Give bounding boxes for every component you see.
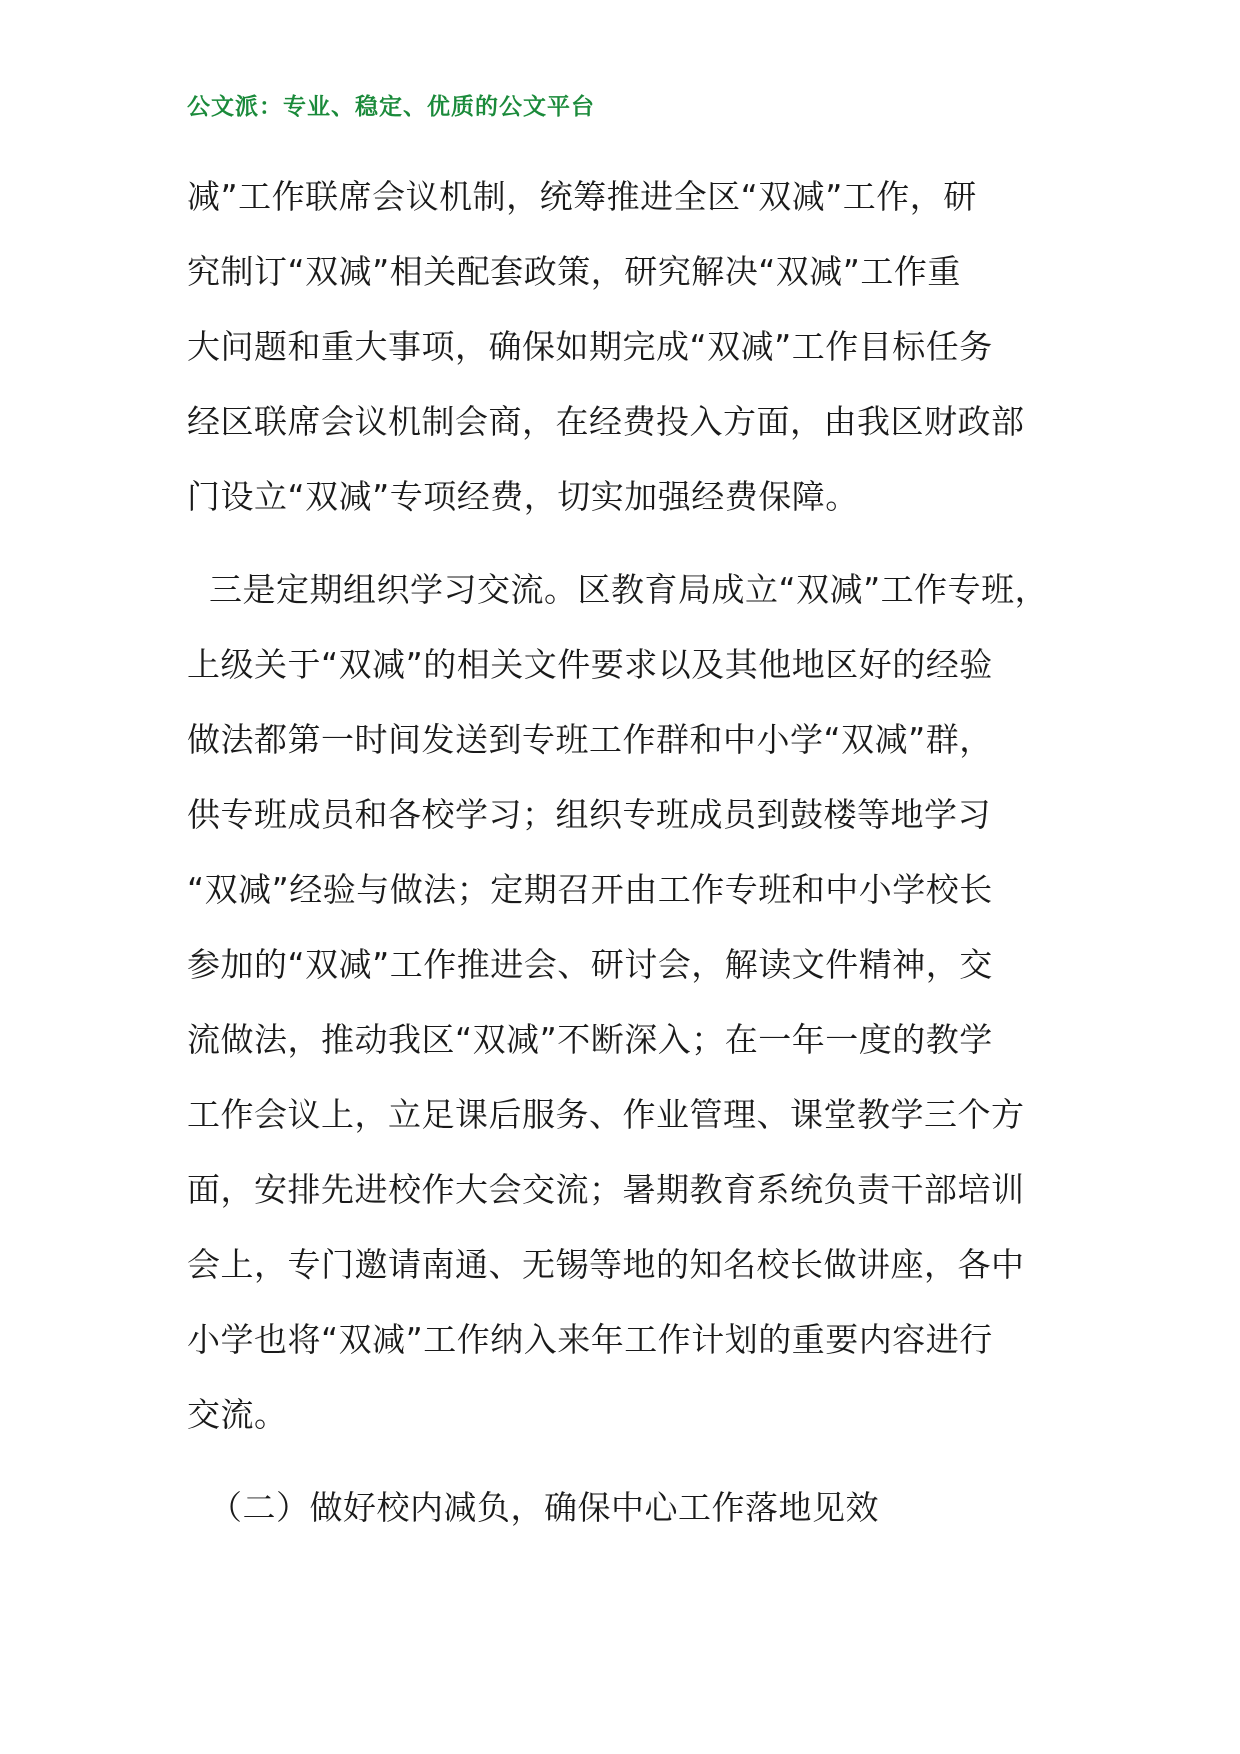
- text-line: 面，安排先进校作大会交流；暑期教育系统负责干部培训: [187, 1170, 1025, 1209]
- text-line: 经区联席会议机制会商，在经费投入方面，由我区财政部: [187, 402, 1025, 441]
- document-body: [187, 170, 1087, 1556]
- text-line: 流做法，推动我区“双减”不断深入；在一年一度的教学: [187, 1020, 993, 1059]
- paragraph-2: [187, 563, 1087, 1463]
- text-line: 上级关于“双减”的相关文件要求以及其他地区好的经验: [187, 645, 993, 684]
- text-line: 大问题和重大事项，确保如期完成“双减”工作目标任务: [187, 327, 993, 366]
- text-line: 工作会议上，立足课后服务、作业管理、课堂教学三个方: [187, 1095, 1025, 1134]
- section-heading: （二）做好校内减负，确保中心工作落地见效: [187, 1488, 879, 1527]
- text-line: 交流。: [187, 1395, 288, 1434]
- text-line: 减”工作联席会议机制，统筹推进全区“双减”工作，研: [187, 177, 977, 216]
- text-line: 会上，专门邀请南通、无锡等地的知名校长做讲座，各中: [187, 1245, 1025, 1284]
- paragraph-1: [187, 170, 1087, 545]
- header-banner: 公文派：专业、稳定、优质的公文平台: [187, 94, 595, 120]
- text-line: 做法都第一时间发送到专班工作群和中小学“双减”群，: [187, 720, 993, 759]
- text-line: 参加的“双减”工作推进会、研讨会，解读文件精神，交: [187, 945, 993, 984]
- text-line: “双减”经验与做法；定期召开由工作专班和中小学校长: [187, 870, 993, 909]
- text-line: 供专班成员和各校学习；组织专班成员到鼓楼等地学习: [187, 795, 991, 834]
- text-line: 三是定期组织学习交流。区教育局成立“双减”工作专班，: [187, 570, 1049, 609]
- text-line: 小学也将“双减”工作纳入来年工作计划的重要内容进行: [187, 1320, 993, 1359]
- text-line: 究制订“双减”相关配套政策，研究解决“双减”工作重: [187, 252, 961, 291]
- text-line: 门设立“双减”专项经费，切实加强经费保障。: [187, 477, 859, 516]
